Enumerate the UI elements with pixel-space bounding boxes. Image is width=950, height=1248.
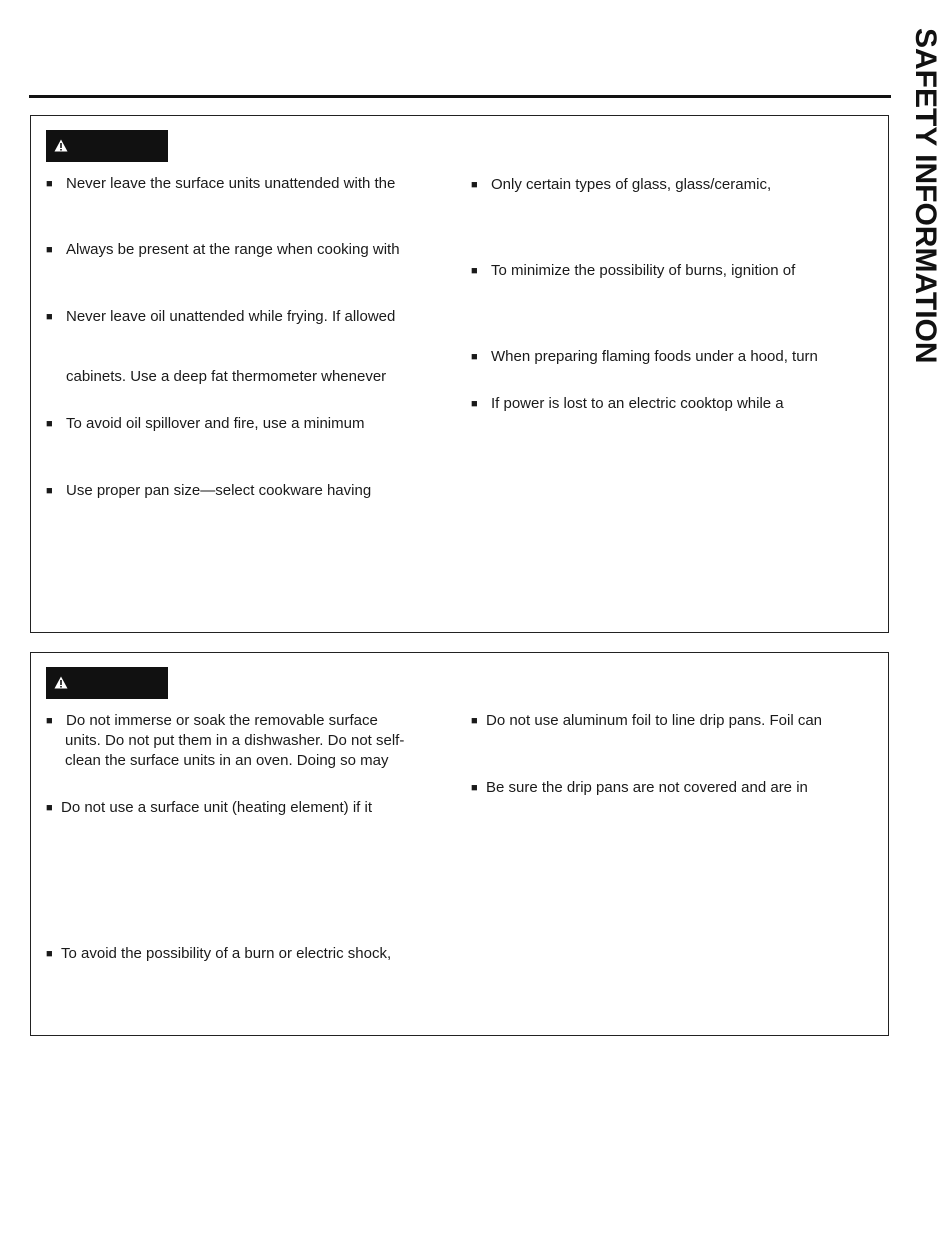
warning-triangle-icon [54,139,68,152]
warning-label-bar [46,130,168,162]
warning-label-bar [46,667,168,699]
list-item: ■ Only certain types of glass, glass/ceramic, [471,176,772,193]
bullet-icon: ■ [471,782,478,794]
list-item: ■ When preparing flaming foods under a hood, turn [471,348,818,365]
list-item: ■ Be sure the drip pans are not covered and are in [471,779,808,796]
bullet-icon: ■ [46,311,53,323]
header-rule [29,95,891,98]
bullet-icon: ■ [471,351,478,363]
list-item-continuation: clean the surface units in an oven. Doing so may [65,752,389,769]
warning-triangle-icon [54,676,68,689]
list-item: ■ To avoid oil spillover and fire, use a minimum [46,415,365,432]
bullet-icon: ■ [46,178,53,190]
list-item: ■ Do not use a surface unit (heating element) if it [46,799,373,816]
list-item-continuation: units. Do not put them in a dishwasher. Do not self- [65,732,405,749]
list-item: ■ To minimize the possibility of burns, ignition of [471,262,796,279]
bullet-icon: ■ [471,715,478,727]
side-section-title: SAFETY INFORMATION [909,28,942,364]
bullet-icon: ■ [471,179,478,191]
list-item: ■ Do not immerse or soak the removable surface [46,712,378,729]
list-item: ■ Never leave oil unattended while frying. If allowed [46,308,396,325]
bullet-icon: ■ [471,398,478,410]
bullet-icon: ■ [46,948,53,960]
list-item: ■ To avoid the possibility of a burn or electric shock, [46,945,392,962]
list-item: ■ If power is lost to an electric cooktop while a [471,395,784,412]
list-item: ■ Do not use aluminum foil to line drip pans. Foil can [471,712,823,729]
list-item: ■ Never leave the surface units unattended with the [46,175,396,192]
list-item-continuation: cabinets. Use a deep fat thermometer whenever [66,368,387,385]
bullet-icon: ■ [46,715,53,727]
warning-box-surface-units [30,652,889,1036]
list-item: ■ Always be present at the range when cooking with [46,241,400,258]
bullet-icon: ■ [46,244,53,256]
bullet-icon: ■ [471,265,478,277]
bullet-icon: ■ [46,418,53,430]
bullet-icon: ■ [46,485,53,497]
bullet-icon: ■ [46,802,53,814]
list-item: ■ Use proper pan size—select cookware having [46,482,372,499]
warning-box-cooking [30,115,889,633]
